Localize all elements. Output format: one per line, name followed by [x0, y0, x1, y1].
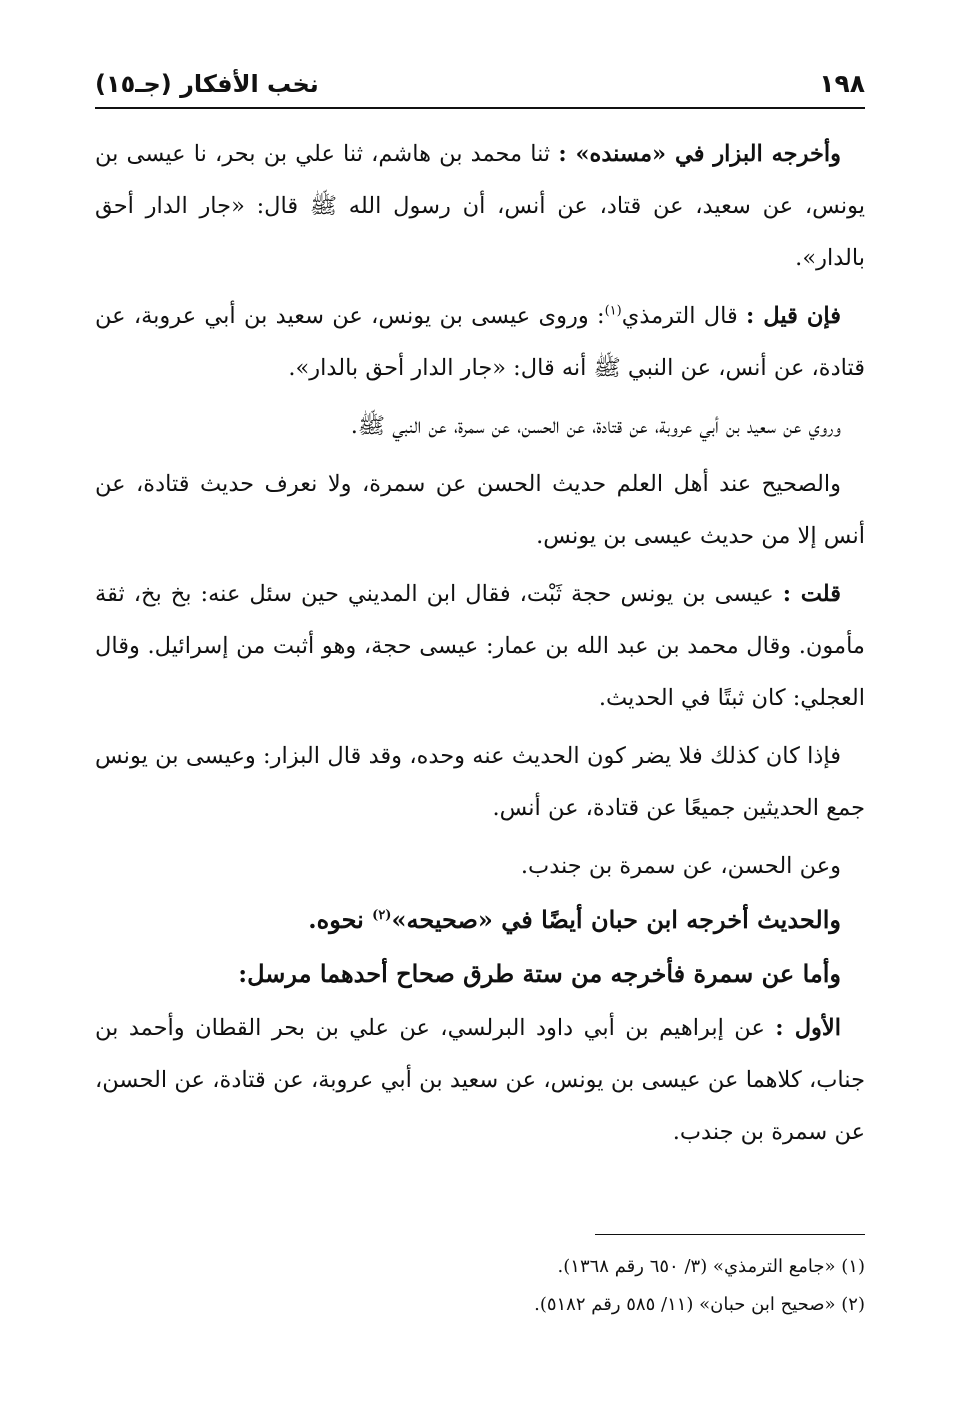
paragraph-text: وعن الحسن، عن سمرة بن جندب. — [520, 853, 841, 879]
footnote-divider — [595, 1234, 865, 1235]
header-divider — [95, 107, 865, 109]
paragraph-lead: قلت : — [782, 581, 841, 607]
paragraph-text: فإذا كان كذلك فلا يضر كون الحديث عنه وحده، وقد قال البزار: وعيسى بن يونس جمع الحديثين جميعًا عن قتادة، عن أنس. — [95, 743, 865, 821]
running-header — [95, 62, 865, 98]
paragraph-lead: فإن قيل : — [746, 303, 841, 329]
paragraph-lead: الأول : — [775, 1015, 842, 1041]
paragraph-text: عن إبراهيم بن أبي داود البرلسي، عن علي بن بحر القطان وأحمد بن جناب، كلاهما عن عيسى بن يونس، عن سعيد بن أبي عروبة، عن قتادة، عن الحسن، عن سمرة بن جندب. — [95, 1015, 865, 1145]
paragraph-conclusion — [95, 730, 865, 834]
paragraph-text: ثنا محمد بن هاشم، ثنا علي بن بحر، نا عيسى بن يونس، عن سعيد، عن قتاد، عن أنس، أن رسول الله ﷺ قال: «جار الدار أحق بالدار». — [95, 141, 865, 271]
paragraph-lead: وأخرجه البزار في «مسنده» : — [558, 141, 842, 167]
footnote-marker: (٢) — [372, 908, 392, 923]
paragraph-hasan — [95, 840, 865, 892]
heading-ibn-hibban — [95, 894, 865, 946]
paragraph-objection — [95, 290, 865, 394]
footnote-item: (٢) «صحيح ابن حبان» (١١/ ٥٨٥ رقم ٥١٨٢). — [534, 1294, 865, 1315]
paragraph-text: : وروى عيسى بن يونس، عن سعيد بن أبي عروبة، عن قتادة، عن أنس، عن النبي ﷺ أنه قال: «جار الدار أحق بالدار». — [95, 303, 865, 381]
paragraph-text: وروي عن سعيد بن أبي عروبة، عن قتادة، عن الحسن، عن سمرة، عن النبي ﷺ. — [350, 413, 841, 439]
footnote-marker: (١) — [604, 303, 622, 319]
heading-samura — [95, 948, 865, 1000]
heading-text: نحوه. — [308, 905, 373, 934]
paragraph-text: والصحيح عند أهل العلم حديث الحسن عن سمرة، ولا نعرف حديث قتادة، عن أنس إلا من حديث عيسى بن يونس. — [95, 471, 865, 549]
paragraph-text: قال الترمذي — [621, 303, 747, 329]
heading-text: وأما عن سمرة فأخرجه من ستة طرق صحاح أحدهما مرسل: — [238, 959, 841, 988]
paragraph-text: عيسى بن يونس حجة ثَبْت، فقال ابن المديني حين سئل عنه: بخ بخ، ثقة مأمون. وقال محمد بن عبد الله بن عمار: عيسى حجة، وهو أثبت من إسرائيل. وقال العجلي: كان ثبتًا في الحديث. — [95, 581, 865, 711]
paragraph-narration — [95, 400, 865, 452]
main-text — [95, 128, 865, 1164]
paragraph-bazzar — [95, 128, 865, 284]
footnote-item: (١) «جامع الترمذي» (٣/ ٦٥٠ رقم ١٣٦٨). — [557, 1256, 865, 1277]
page-number: ١٩٨ — [819, 69, 865, 98]
paragraph-sahih — [95, 458, 865, 562]
footnotes — [95, 1248, 865, 1324]
heading-text: والحديث أخرجه ابن حبان أيضًا في «صحيحه» — [391, 905, 841, 934]
book-title: نخب الأفكار (جـ١٥) — [95, 70, 319, 98]
paragraph-reply — [95, 568, 865, 724]
paragraph-first-route — [95, 1002, 865, 1158]
